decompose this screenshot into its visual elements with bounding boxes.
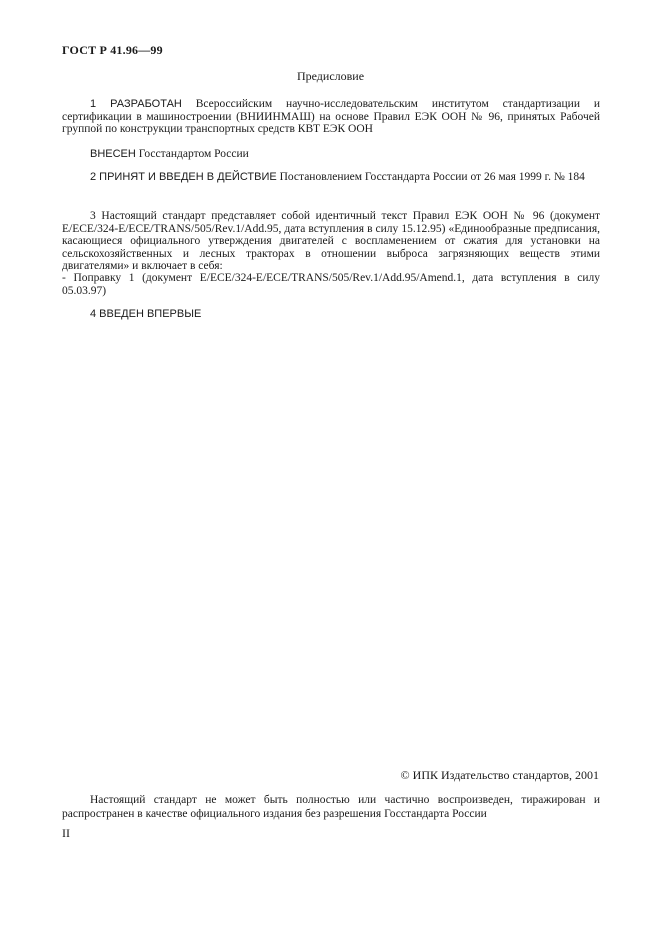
paragraph-text: Госстандартом России [135,148,249,160]
paragraph-lead: 4 ВВЕДЕН ВПЕРВЫЕ [90,308,202,320]
paragraph-text: Постановлением Госстандарта России от 26 мая 1999 г. № 184 [276,171,585,183]
paragraph-text: Всероссийским научно-исследовательским институтом стандартизации и сертификации в машиностроении (ВНИИНМАШ) на основе Правил ЕЭК ООН № 96, принятых Рабочей группой по конструкции транспортных средств КВТ ЕЭК ООН [62,98,600,136]
paragraph-introduced-by [62,148,600,161]
reproduction-notice: Настоящий стандарт не может быть полностью или частично воспроизведен, тиражирован и распространен в качестве официального издания без разрешения Госстандарта России [62,794,600,820]
paragraph-lead: 2 ПРИНЯТ И ВВЕДЕН В ДЕЙСТВИЕ [90,171,277,183]
paragraph-first-introduced [62,308,600,321]
paragraph-identical-text: 3 Настоящий стандарт представляет собой идентичный текст Правил ЕЭК ООН № 96 (документ E/ECE/324-E/ECE/TRANS/505/Rev.1/Add.95, дата вступления в силу 15.12.95) «Единообразные предписания, касающиеся официального утверждения двигателей с воспламенением от сжатия для установки на сельскохозяйственных и лесных тракторах в отношении выброса загрязняющих веществ этими двигателями» и включает в себя: [62,210,600,273]
paragraph-adopted [62,171,600,184]
paragraph-amendment: - Поправку 1 (документ E/ECE/324-E/ECE/TRANS/505/Rev.1/Add.95/Amend.1, дата вступления в силу 05.03.97) [62,272,600,297]
document-code: ГОСТ Р 41.96—99 [62,43,163,57]
page-number: II [62,826,70,840]
page-title: Предисловие [296,69,365,83]
paragraph-lead: 1 РАЗРАБОТАН [90,98,182,110]
paragraph-lead: ВНЕСЕН [90,148,136,160]
copyright-line: © ИПК Издательство стандартов, 2001 [400,768,599,782]
paragraph-developed-by [62,98,600,136]
